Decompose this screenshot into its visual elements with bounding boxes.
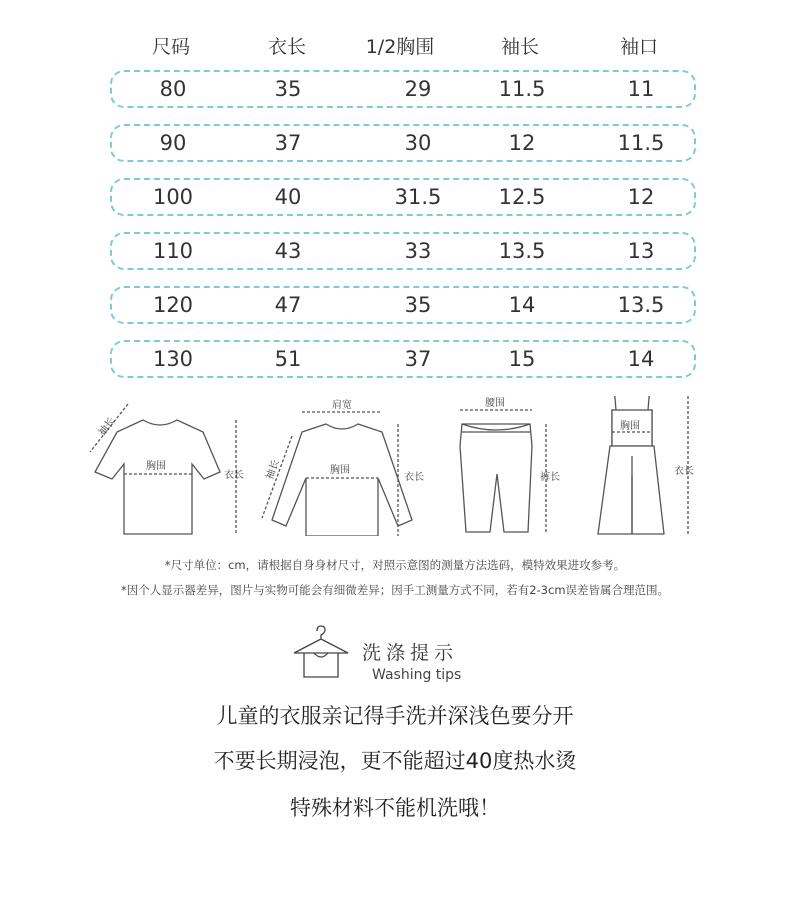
table-cell: 40 <box>274 185 302 209</box>
tshirt-chest-label: 胸围 <box>146 461 166 472</box>
table-cell: 30 <box>404 131 432 155</box>
overalls-chest-label: 胸围 <box>620 421 640 432</box>
pants-length-label: 裤长 <box>540 472 560 483</box>
washing-line-3: 特殊材料不能机洗哦！ <box>290 796 500 820</box>
table-cell: 130 <box>152 347 194 371</box>
table-cell: 12 <box>627 185 655 209</box>
sweater-diagram <box>262 398 424 536</box>
hanger-shirt-icon <box>290 625 350 681</box>
table-cell: 35 <box>274 77 302 101</box>
table-cell: 14 <box>627 347 655 371</box>
measurement-diagrams <box>0 396 790 536</box>
washing-subtitle: Washing tips <box>372 667 462 683</box>
table-row <box>110 70 696 108</box>
table-cell: 31.5 <box>394 185 442 209</box>
table-cell: 11.5 <box>498 77 546 101</box>
header-half-chest: 1/2胸围 <box>365 36 435 58</box>
sweater-sleeve-label: 袖长 <box>264 458 282 482</box>
washing-line-1: 儿童的衣服亲记得手洗并深浅色要分开 <box>216 704 574 728</box>
table-row <box>110 124 696 162</box>
pants-waist-label: 腰围 <box>485 398 505 409</box>
table-cell: 15 <box>508 347 536 371</box>
size-note-1: *尺寸单位：cm，请根据自身身材尺寸，对照示意图的测量方法选码，模特效果进攻参考。 <box>164 558 626 572</box>
table-cell: 100 <box>152 185 194 209</box>
table-cell: 43 <box>274 239 302 263</box>
header-cuff: 袖口 <box>619 36 659 58</box>
table-row <box>110 340 696 378</box>
overalls-length-label: 衣长 <box>674 466 694 477</box>
table-cell: 80 <box>159 77 187 101</box>
table-cell: 14 <box>508 293 536 317</box>
tshirt-diagram <box>90 404 244 534</box>
washing-line-2: 不要长期浸泡，更不能超过40度热水烫 <box>213 749 577 773</box>
table-cell: 33 <box>404 239 432 263</box>
sweater-length-label: 衣长 <box>404 472 424 483</box>
table-cell: 120 <box>152 293 194 317</box>
sweater-chest-label: 胸围 <box>330 465 350 476</box>
table-cell: 35 <box>404 293 432 317</box>
table-cell: 110 <box>152 239 194 263</box>
header-length: 衣长 <box>267 36 307 58</box>
table-cell: 51 <box>274 347 302 371</box>
table-cell: 12.5 <box>498 185 546 209</box>
tshirt-length-label: 衣长 <box>224 470 244 481</box>
table-cell: 12 <box>508 131 536 155</box>
pants-diagram <box>460 397 560 532</box>
table-cell: 47 <box>274 293 302 317</box>
table-cell: 29 <box>404 77 432 101</box>
header-size: 尺码 <box>151 36 191 58</box>
size-note-2: *因个人显示器差异，图片与实物可能会有细微差异；因手工测量方式不同，若有2-3cm误差皆属合理范围。 <box>120 583 670 597</box>
table-cell: 90 <box>159 131 187 155</box>
table-cell: 13.5 <box>498 239 546 263</box>
table-cell: 37 <box>404 347 432 371</box>
washing-title: 洗涤提示 <box>362 642 459 664</box>
table-row <box>110 286 696 324</box>
table-cell: 11 <box>627 77 655 101</box>
tshirt-sleeve-label: 袖长 <box>96 415 118 439</box>
table-cell: 13 <box>627 239 655 263</box>
table-cell: 37 <box>274 131 302 155</box>
table-cell: 11.5 <box>617 131 665 155</box>
table-row <box>110 232 696 270</box>
sweater-shoulder-label: 肩宽 <box>332 400 352 411</box>
table-cell: 13.5 <box>617 293 665 317</box>
overalls-diagram <box>598 396 694 534</box>
table-row <box>110 178 696 216</box>
header-sleeve: 袖长 <box>500 36 540 58</box>
